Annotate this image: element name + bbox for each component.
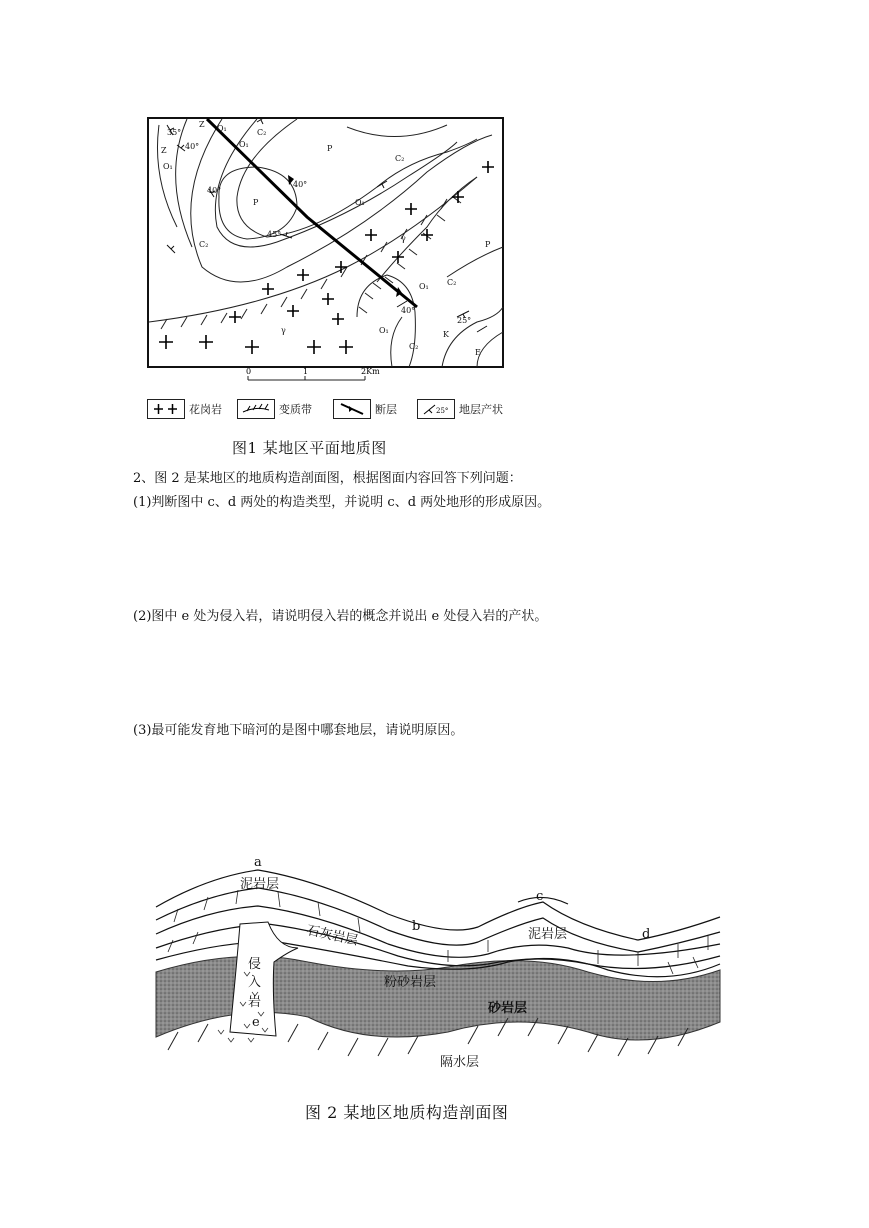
map-legend: [147, 398, 527, 422]
figure1-caption: 图1 某地区平面地质图: [232, 439, 387, 457]
legend-fault-label: 断层: [375, 403, 397, 416]
geologic-map-drawing: [147, 117, 504, 368]
scale-bar: [245, 366, 385, 388]
question2-part3: (3)最可能发育地下暗河的是图中哪套地层，请说明原因。: [133, 723, 464, 738]
legend-metamorphic: [237, 398, 312, 420]
section-label-b: b: [412, 919, 421, 934]
limestone-label: 石灰岩层: [305, 923, 360, 949]
mudstone-label-1: 泥岩层: [240, 877, 280, 892]
sandstone-label: 砂岩层: [488, 1001, 528, 1016]
intrusive-char-1: 侵: [248, 957, 262, 972]
map-label-c2e: C₂: [409, 342, 419, 351]
map-label-k: K: [443, 330, 449, 339]
fault-symbol-icon: [333, 399, 371, 419]
intrusive-char-2: 入: [248, 975, 262, 990]
dip-label-25: 25°: [457, 316, 472, 325]
map-label-pa: P: [327, 144, 333, 153]
map-label-z2: Z: [199, 120, 205, 129]
map-label-c2d: C₂: [447, 278, 457, 287]
scale-bar-drawing: [245, 366, 385, 388]
section-label-e: e: [252, 1015, 260, 1030]
legend-fault: [333, 398, 397, 420]
figure2-caption: 图 2 某地区地质构造剖面图: [305, 1103, 509, 1122]
map-label-z1: Z: [161, 146, 167, 155]
map-label-e: E: [475, 348, 481, 357]
dip-label-40b: 40°: [207, 186, 222, 195]
legend-granite: [147, 398, 222, 420]
map-label-c2c: C₂: [199, 240, 209, 249]
dip-label-45: 45°: [267, 230, 282, 239]
aquiclude-label: 隔水层: [440, 1055, 480, 1070]
map-label-pb: P: [253, 198, 259, 207]
geologic-map: [147, 117, 504, 368]
dip-label-40a: 40°: [185, 142, 200, 151]
cross-section-figure: [148, 852, 728, 1092]
map-label-gamma2: γ: [281, 326, 286, 335]
legend-attitude: [417, 398, 503, 420]
question2-intro: 2、图 2 是某地区的地质构造剖面图，根据图面内容回答下列问题：: [133, 471, 522, 486]
dip-label-40c: 40°: [293, 180, 308, 189]
map-label-gamma1: γ: [401, 234, 406, 243]
map-label-o1b: O₁: [217, 124, 227, 133]
map-label-o1c: O₁: [239, 140, 249, 149]
legend-metamorphic-label: 变质带: [279, 403, 312, 416]
cross-section-drawing: [148, 852, 728, 1092]
map-label-o1f: O₁: [379, 326, 389, 335]
siltstone-label: 粉砂岩层: [384, 975, 437, 990]
attitude-symbol-icon: [417, 399, 455, 419]
map-label-c2a: C₂: [257, 128, 267, 137]
map-label-pc: P: [485, 240, 491, 249]
map-label-o1a: O₁: [163, 162, 173, 171]
scale-tick-1: 1: [303, 367, 309, 376]
map-label-o1d: O₁: [355, 198, 365, 207]
section-label-c: c: [536, 889, 544, 904]
map-label-o1e: O₁: [419, 282, 429, 291]
mudstone-label-2: 泥岩层: [528, 927, 568, 942]
granite-symbol-icon: [147, 399, 185, 419]
scale-tick-2: 2Km: [361, 367, 380, 376]
legend-granite-label: 花岗岩: [189, 403, 222, 416]
metamorphic-symbol-icon: [237, 399, 275, 419]
section-label-d: d: [642, 927, 651, 942]
attitude-symbol-text: 25°: [436, 407, 449, 415]
question2-part1: (1)判断图中 c、d 两处的构造类型，并说明 c、d 两处地形的形成原因。: [133, 495, 551, 510]
question2-part2: (2)图中 e 处为侵入岩，请说明侵入岩的概念并说出 e 处侵入岩的产状。: [133, 609, 548, 624]
scale-tick-0: 0: [246, 367, 252, 376]
dip-label-35: 35°: [167, 128, 182, 137]
section-label-a: a: [254, 855, 262, 870]
map-label-c2b: C₂: [395, 154, 405, 163]
intrusive-char-3: 岩: [248, 995, 262, 1010]
legend-attitude-label: 地层产状: [459, 403, 503, 416]
dip-label-40d: 40°: [401, 306, 416, 315]
